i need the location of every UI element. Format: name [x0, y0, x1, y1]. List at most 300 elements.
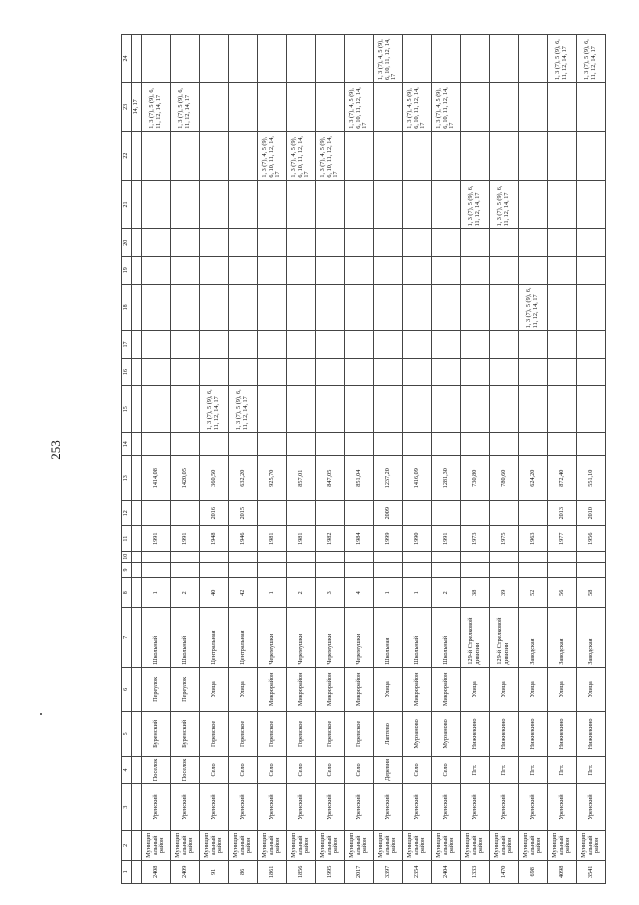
table-cell	[403, 131, 432, 180]
table-cell	[171, 562, 200, 578]
table-cell	[519, 433, 548, 456]
table-cell: 1991	[142, 526, 171, 551]
table-cell	[142, 562, 171, 578]
table-cell	[548, 433, 577, 456]
table-cell: Поселок	[171, 756, 200, 784]
table-cell: 1, 3 (7), 4, 5 (9), 6, 10, 11, 12, 14, 17	[287, 131, 316, 180]
table-cell: 872,40	[548, 456, 577, 501]
table-cell: Муниципальный район	[171, 830, 200, 860]
table-cell: 1990	[403, 526, 432, 551]
table-cell: Уренский	[374, 784, 403, 831]
table-cell: Муниципальный район	[287, 830, 316, 860]
table-cell	[548, 562, 577, 578]
table-cell	[345, 433, 374, 456]
table-cell	[403, 358, 432, 386]
table-cell: 2404	[432, 860, 461, 883]
table-cell	[171, 331, 200, 359]
table-cell: 1999	[374, 526, 403, 551]
table-cell	[316, 284, 345, 331]
table-cell	[200, 180, 229, 229]
table-cell	[229, 331, 258, 359]
table-cell: 1, 3 (7), 4, 5 (9), 6, 10, 11, 12, 14, 17	[403, 82, 432, 131]
table-cell: Улица	[548, 667, 577, 712]
table-cell	[577, 82, 606, 131]
table-cell: Пгт.	[461, 756, 490, 784]
column-number-7: 7	[122, 608, 132, 667]
table-cell	[258, 551, 287, 562]
table-cell	[403, 35, 432, 83]
table-cell: 52	[519, 578, 548, 608]
table-cell	[374, 229, 403, 257]
table-cell: Центральная	[200, 608, 229, 667]
table-cell: 1470	[490, 860, 519, 883]
table-cell	[490, 35, 519, 83]
table-cell	[345, 180, 374, 229]
table-cell: 1991	[171, 526, 200, 551]
table-cell: 632,20	[229, 456, 258, 501]
table-cell: Уренский	[258, 784, 287, 831]
table-row	[432, 35, 461, 884]
carryover-cell	[132, 456, 142, 501]
table-cell	[316, 551, 345, 562]
table-cell	[287, 358, 316, 386]
table-cell: 2015	[229, 500, 258, 525]
table-row	[258, 35, 287, 884]
table-cell: 1237,20	[374, 456, 403, 501]
table-cell	[258, 82, 287, 131]
table-cell: Муниципальный район	[403, 830, 432, 860]
table-cell: 1, 3 (7), 5 (9), 6, 11, 12, 14, 17	[200, 386, 229, 433]
table-cell: 780,60	[490, 456, 519, 501]
table-cell: 624,20	[519, 456, 548, 501]
table-cell: 1948	[200, 526, 229, 551]
table-cell	[316, 82, 345, 131]
table-cell: 1, 3 (7), 5 (9), 6, 11, 12, 14, 17	[142, 82, 171, 131]
page-number: 253	[48, 440, 63, 460]
table-cell: 2010	[577, 500, 606, 525]
table-cell	[258, 358, 287, 386]
rotated-table-wrapper	[121, 34, 605, 884]
table-cell: 39	[490, 578, 519, 608]
table-cell	[490, 433, 519, 456]
column-number-5: 5	[122, 712, 132, 757]
table-cell	[171, 358, 200, 386]
table-cell: 1861	[258, 860, 287, 883]
table-cell: Микрорайон	[403, 667, 432, 712]
table-cell	[519, 180, 548, 229]
table-cell: 58	[577, 578, 606, 608]
table-cell: Село	[316, 756, 345, 784]
table-cell: 1, 3 (7), 5 (9), 6, 11, 12, 14, 17	[577, 35, 606, 83]
table-cell	[316, 358, 345, 386]
table-cell	[200, 551, 229, 562]
table-cell	[432, 386, 461, 433]
table-cell: 1281,30	[432, 456, 461, 501]
table-cell	[519, 256, 548, 284]
table-cell	[577, 229, 606, 257]
table-cell	[200, 358, 229, 386]
table-cell: Горевское	[229, 712, 258, 757]
table-cell: 1	[374, 578, 403, 608]
table-row	[519, 35, 548, 884]
table-cell: Муниципальный район	[432, 830, 461, 860]
table-cell	[461, 433, 490, 456]
table-cell	[142, 180, 171, 229]
table-cell: Муниципальный район	[258, 830, 287, 860]
table-cell	[548, 284, 577, 331]
carryover-cell	[132, 386, 142, 433]
table-cell	[229, 256, 258, 284]
table-cell	[432, 229, 461, 257]
table-cell: Черемушки	[345, 608, 374, 667]
table-cell: Уренский	[403, 784, 432, 831]
carryover-cell	[132, 562, 142, 578]
table-cell	[171, 180, 200, 229]
carryover-cell	[132, 756, 142, 784]
table-cell	[490, 284, 519, 331]
table-cell	[229, 82, 258, 131]
table-cell	[461, 229, 490, 257]
table-cell: 3397	[374, 860, 403, 883]
table-cell: Деревня	[374, 756, 403, 784]
table-cell: Улица	[577, 667, 606, 712]
carryover-cell	[132, 433, 142, 456]
carryover-cell	[132, 131, 142, 180]
table-cell: Уренский	[200, 784, 229, 831]
table-cell	[432, 35, 461, 83]
table-cell: Улица	[461, 667, 490, 712]
table-cell	[461, 386, 490, 433]
table-cell	[490, 386, 519, 433]
table-cell	[519, 131, 548, 180]
table-cell: 1	[142, 578, 171, 608]
table-cell	[548, 82, 577, 131]
table-cell	[403, 551, 432, 562]
table-cell	[171, 500, 200, 525]
table-cell	[287, 82, 316, 131]
table-cell	[142, 131, 171, 180]
table-cell: Микрорайон	[258, 667, 287, 712]
table-cell: Микрорайон	[287, 667, 316, 712]
table-cell	[345, 562, 374, 578]
carryover-cell	[132, 256, 142, 284]
table-cell: 2354	[403, 860, 432, 883]
table-cell	[142, 35, 171, 83]
table-row	[403, 35, 432, 884]
table-cell	[287, 331, 316, 359]
table-cell: Уренский	[345, 784, 374, 831]
table-cell	[287, 180, 316, 229]
table-cell: 1981	[287, 526, 316, 551]
table-cell: 360,50	[200, 456, 229, 501]
table-cell	[374, 256, 403, 284]
table-cell: 1975	[490, 526, 519, 551]
table-cell: Нижнекино	[519, 712, 548, 757]
table-cell: Уренский	[548, 784, 577, 831]
table-cell: 1981	[258, 526, 287, 551]
table-cell: Заводская	[548, 608, 577, 667]
table-cell	[229, 229, 258, 257]
table-cell	[490, 256, 519, 284]
table-cell: 551,10	[577, 456, 606, 501]
table-cell	[171, 284, 200, 331]
table-cell	[432, 500, 461, 525]
table-cell	[519, 562, 548, 578]
table-cell	[461, 35, 490, 83]
table-cell	[316, 256, 345, 284]
table-cell: Муниципальный район	[142, 830, 171, 860]
table-cell	[345, 551, 374, 562]
table-cell	[519, 500, 548, 525]
table-cell	[490, 131, 519, 180]
table-cell: Уренский	[577, 784, 606, 831]
table-cell	[548, 256, 577, 284]
table-cell	[461, 562, 490, 578]
column-number-21: 21	[122, 180, 132, 229]
carryover-cell	[132, 578, 142, 608]
table-cell: Село	[432, 756, 461, 784]
table-cell	[316, 386, 345, 433]
table-cell	[490, 229, 519, 257]
table-cell: Муниципальный район	[316, 830, 345, 860]
table-cell: Черемушки	[258, 608, 287, 667]
carryover-cell	[132, 784, 142, 831]
table-cell	[519, 551, 548, 562]
table-cell: Село	[403, 756, 432, 784]
table-cell: Муниципальный район	[200, 830, 229, 860]
table-cell	[142, 386, 171, 433]
table-cell	[345, 35, 374, 83]
table-cell: 2409	[171, 860, 200, 883]
carryover-cell	[132, 284, 142, 331]
table-row	[229, 35, 258, 884]
table-cell	[316, 229, 345, 257]
table-cell	[200, 562, 229, 578]
table-cell	[374, 433, 403, 456]
table-cell	[432, 331, 461, 359]
table-cell: 1, 3 (7), 4, 5 (9), 6, 10, 11, 12, 14, 17	[258, 131, 287, 180]
table-cell: Муниципальный район	[461, 830, 490, 860]
table-cell: 1, 3 (7), 5 (9), 6, 11, 12, 14, 17	[548, 35, 577, 83]
table-cell: Горевское	[316, 712, 345, 757]
table-cell	[374, 331, 403, 359]
table-cell: Муниципальный район	[490, 830, 519, 860]
carryover-cell	[132, 608, 142, 667]
carryover-cell	[132, 500, 142, 525]
table-row	[287, 35, 316, 884]
table-cell	[345, 229, 374, 257]
table-cell	[345, 284, 374, 331]
table-cell	[171, 229, 200, 257]
table-cell	[258, 500, 287, 525]
table-cell: Улица	[490, 667, 519, 712]
table-cell: Муниципальный район	[374, 830, 403, 860]
table-cell	[258, 256, 287, 284]
table-cell	[403, 256, 432, 284]
table-cell	[461, 284, 490, 331]
table-cell	[258, 562, 287, 578]
table-row	[577, 35, 606, 884]
table-cell: Горевское	[287, 712, 316, 757]
table-cell	[287, 35, 316, 83]
table-cell	[345, 500, 374, 525]
table-cell: 56	[548, 578, 577, 608]
table-cell: Черемушки	[287, 608, 316, 667]
table-cell: Улица	[229, 667, 258, 712]
table-cell	[403, 284, 432, 331]
table-cell	[403, 331, 432, 359]
table-cell: Улица	[374, 667, 403, 712]
table-cell	[432, 284, 461, 331]
carryover-cell	[132, 180, 142, 229]
table-cell: 1, 3 (7), 5 (9), 6, 11, 12, 14, 17	[171, 82, 200, 131]
table-cell	[403, 386, 432, 433]
table-cell	[548, 180, 577, 229]
table-cell: Село	[287, 756, 316, 784]
table-cell	[200, 35, 229, 83]
table-cell	[258, 433, 287, 456]
table-cell: Заводская	[519, 608, 548, 667]
table-cell	[287, 256, 316, 284]
table-cell: Уренский	[142, 784, 171, 831]
table-cell	[461, 500, 490, 525]
table-cell: Буренский	[142, 712, 171, 757]
table-cell	[432, 562, 461, 578]
table-cell	[432, 131, 461, 180]
column-number-23: 23	[122, 82, 132, 131]
table-cell: 2009	[374, 500, 403, 525]
column-number-13: 13	[122, 456, 132, 501]
table-cell: Село	[345, 756, 374, 784]
carryover-cell	[132, 358, 142, 386]
table-cell: Село	[200, 756, 229, 784]
column-number-11: 11	[122, 526, 132, 551]
table-cell	[142, 256, 171, 284]
table-cell: Муниципальный район	[519, 830, 548, 860]
table-cell	[287, 500, 316, 525]
table-cell: 86	[229, 860, 258, 883]
table-cell	[548, 131, 577, 180]
table-cell: Школьная	[374, 608, 403, 667]
table-cell: Муниципальный район	[548, 830, 577, 860]
column-number-12: 12	[122, 500, 132, 525]
table-cell	[461, 331, 490, 359]
table-cell: Буренский	[171, 712, 200, 757]
table-cell	[171, 35, 200, 83]
table-cell: Микрорайон	[316, 667, 345, 712]
table-cell	[577, 131, 606, 180]
table-cell: Нижнекино	[548, 712, 577, 757]
table-cell	[577, 256, 606, 284]
table-cell	[374, 82, 403, 131]
table-cell: 847,05	[316, 456, 345, 501]
table-cell: 1	[258, 578, 287, 608]
table-cell	[171, 256, 200, 284]
table-cell	[142, 433, 171, 456]
table-cell: 1, 3 (7), 5 (9), 6, 11, 12, 14, 17	[461, 180, 490, 229]
table-cell: Нижнекино	[490, 712, 519, 757]
table-cell: Черемушки	[316, 608, 345, 667]
carryover-cell	[132, 35, 142, 83]
table-cell	[374, 284, 403, 331]
table-cell	[287, 562, 316, 578]
table-cell	[316, 500, 345, 525]
table-cell	[200, 229, 229, 257]
table-cell: 1973	[461, 526, 490, 551]
table-cell	[432, 358, 461, 386]
table-cell	[171, 551, 200, 562]
table-cell: Центральная	[229, 608, 258, 667]
table-cell: 925,70	[258, 456, 287, 501]
table-cell	[374, 386, 403, 433]
table-row	[345, 35, 374, 884]
table-cell	[432, 551, 461, 562]
table-cell: Переулок	[171, 667, 200, 712]
table-cell: Уренский	[171, 784, 200, 831]
table-cell	[258, 229, 287, 257]
table-cell	[316, 180, 345, 229]
table-cell	[577, 386, 606, 433]
table-cell	[142, 358, 171, 386]
header-row	[122, 35, 132, 884]
table-cell	[258, 180, 287, 229]
table-cell: 1977	[548, 526, 577, 551]
table-cell: 129-й Стрелковой дивизии	[490, 608, 519, 667]
table-cell	[577, 358, 606, 386]
table-cell	[490, 331, 519, 359]
table-cell: 1963	[519, 526, 548, 551]
table-cell: 91	[200, 860, 229, 883]
table-cell	[229, 180, 258, 229]
table-cell	[548, 551, 577, 562]
table-cell: 1414,08	[142, 456, 171, 501]
table-cell: Уренский	[287, 784, 316, 831]
table-row	[490, 35, 519, 884]
table-cell	[200, 82, 229, 131]
column-number-8: 8	[122, 578, 132, 608]
table-cell	[345, 358, 374, 386]
table-cell	[374, 562, 403, 578]
table-cell	[316, 35, 345, 83]
table-cell: 1, 3 (7), 5 (9), 6, 11, 12, 14, 17	[519, 284, 548, 331]
table-cell	[229, 358, 258, 386]
table-cell: 2	[171, 578, 200, 608]
table-cell	[200, 131, 229, 180]
table-cell: Лаптево	[374, 712, 403, 757]
table-cell: Улица	[519, 667, 548, 712]
table-cell	[345, 131, 374, 180]
table-cell: 2	[287, 578, 316, 608]
table-cell: 1982	[316, 526, 345, 551]
table-cell: Поселок	[142, 756, 171, 784]
table-cell: 2017	[345, 860, 374, 883]
table-cell: 1, 3 (7), 4, 5 (9), 6, 10, 11, 12, 14, 17	[345, 82, 374, 131]
table-cell	[374, 131, 403, 180]
table-cell: Пгт.	[548, 756, 577, 784]
table-cell: Переулок	[142, 667, 171, 712]
table-cell: 2	[432, 578, 461, 608]
table-cell	[229, 35, 258, 83]
table-cell	[258, 284, 287, 331]
table-cell: 42	[229, 578, 258, 608]
table-cell	[229, 433, 258, 456]
table-cell	[200, 331, 229, 359]
table-cell	[577, 180, 606, 229]
table-cell	[490, 551, 519, 562]
table-cell: 4	[345, 578, 374, 608]
table-cell	[171, 433, 200, 456]
table-cell	[519, 386, 548, 433]
